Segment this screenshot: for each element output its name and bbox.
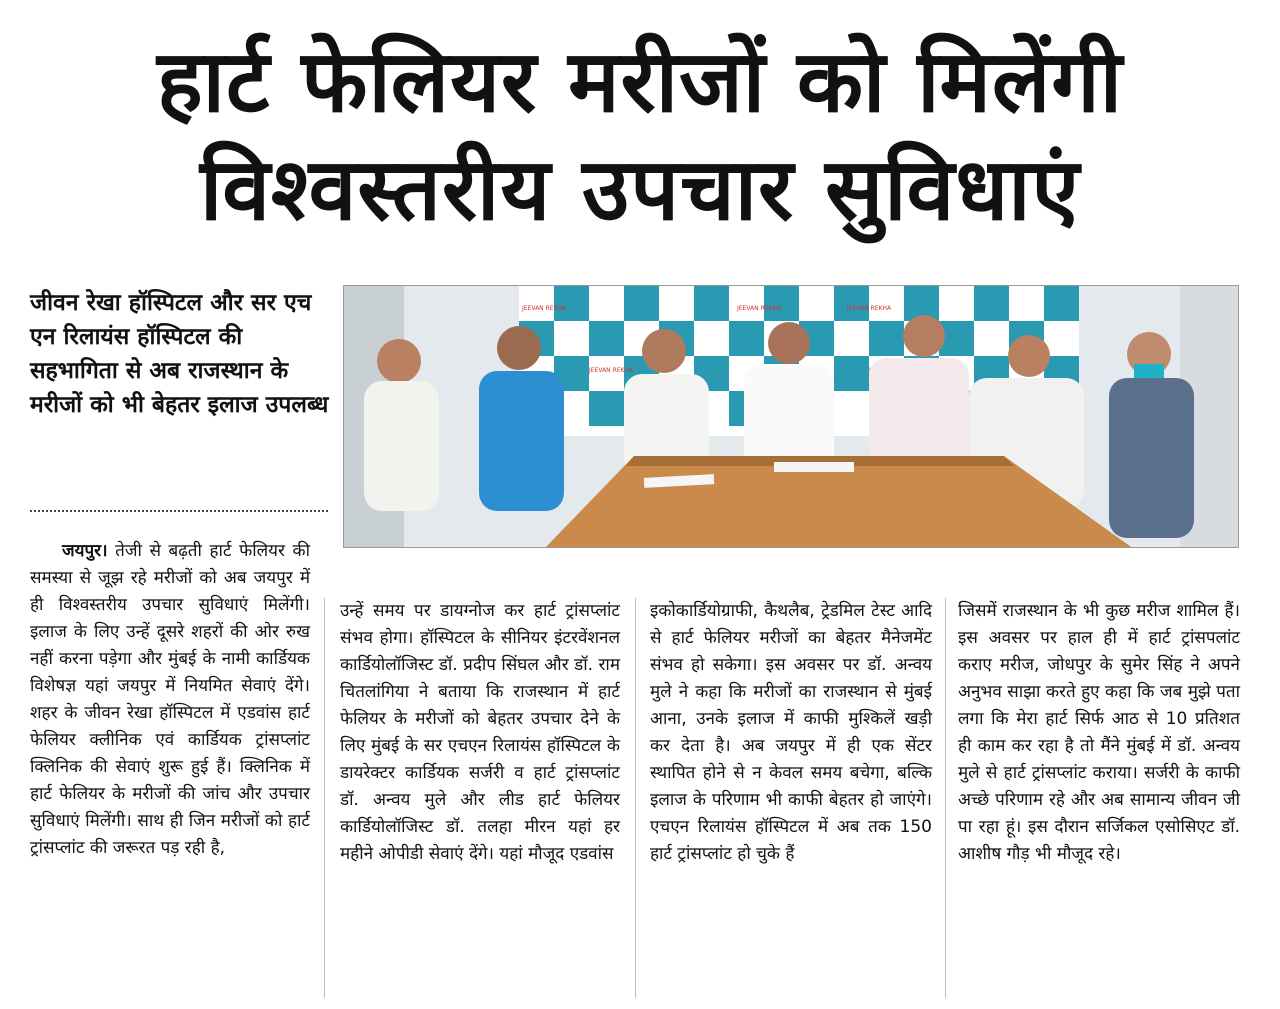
- subheadline: जीवन रेखा हॉस्पिटल और सर एच एन रिलायंस हॉस्पिटल की सहभागिता से अब राजस्थान के मरीजों को भी बेहतर इलाज उपलब्ध: [30, 290, 329, 418]
- backdrop-logo-2: JEEVAN REKHA: [737, 305, 782, 312]
- headline-line-2: विश्वस्तरीय उपचार सुविधाएं: [199, 140, 1081, 240]
- news-photo: [343, 285, 1239, 548]
- photo-illustration: [344, 286, 1239, 548]
- article-column-2: उन्हें समय पर डायग्नोज कर हार्ट ट्रांसप्लांट संभव होगा। हॉस्पिटल के सीनियर इंटरवेंशनल कार्डियोलॉजिस्ट डॉ. प्रदीप सिंघल और डॉ. राम चितलांगिया ने बताया कि राजस्थान में हार्ट फेलियर के मरीजों को बेहतर उपचार देने के लिए मुंबई के सर एचएन रिलायंस हॉस्पिटल के डायरेक्टर कार्डियक सर्जरी व हार्ट ट्रांसप्लांट डॉ. अन्वय मुले और लीड हार्ट फेलियर कार्डियोलॉजिस्ट डॉ. तलहा मीरन यहां हर महीने ओपीडी सेवाएं देंगे। यहां मौजूद एडवांस: [340, 601, 620, 864]
- column-divider: [324, 598, 325, 998]
- article-column-3: इकोकार्डियोग्राफी, कैथलैब, ट्रेडमिल टेस्ट आदि से हार्ट फेलियर मरीजों का बेहतर मैनेजमेंट संभव हो सकेगा। इस अवसर पर डॉ. अन्वय मुले ने कहा कि मरीजों का राजस्थान से मुंबई आना, उनके इलाज में काफी मुश्किलें खड़ी कर देता है। अब जयपुर में ही एक सेंटर स्थापित होने से न केवल समय बचेगा, बल्कि इलाज के परिणाम भी काफी बेहतर हो जाएंगे। एचएन रिलायंस हॉस्पिटल में अब तक 150 हार्ट ट्रांसप्लांट हो चुके हैं: [650, 601, 932, 864]
- column-divider: [635, 598, 636, 998]
- backdrop-logo-3: JEEVAN REKHA: [847, 305, 892, 312]
- headline-line-1: हार्ट फेलियर मरीजों को मिलेंगी: [157, 32, 1123, 132]
- article-column-1-text: तेजी से बढ़ती हार्ट फेलियर की समस्या से जूझ रहे मरीजों को अब जयपुर में ही विश्वस्तरीय उपचार सुविधाएं मिलेंगी। इलाज के लिए उन्हें दूसरे शहरों की ओर रुख नहीं करना पड़ेगा और मुंबई के नामी कार्डियक विशेषज्ञ यहां जयपुर में नियमित सेवाएं देंगे। शहर के जीवन रेखा हॉस्पिटल में एडवांस हार्ट फेलियर क्लीनिक एवं कार्डियक ट्रांसप्लांट क्लिनिक की सेवाएं शुरू हुई हैं। क्लिनिक में हार्ट फेलियर के मरीजों की जांच और उपचार सुविधाएं मिलेंगी। साथ ही जिन मरीजों को हार्ट ट्रांसप्लांट की जरूरत पड़ रही है,: [30, 541, 310, 858]
- backdrop-logo-1: JEEVAN REKHA: [522, 305, 567, 312]
- headline: [0, 28, 1280, 244]
- backdrop-logo-4: JEEVAN REKHA: [589, 367, 634, 374]
- dateline: जयपुर।: [62, 541, 108, 561]
- column-divider: [945, 598, 946, 998]
- article-column-1: [30, 538, 310, 862]
- article-column-4: जिसमें राजस्थान के भी कुछ मरीज शामिल हैं। इस अवसर पर हाल ही में हार्ट ट्रांसपलांट कराए मरीज, जोधपुर के सुमेर सिंह ने अपने अनुभव साझा करते हुए कहा कि जब मुझे पता लगा कि मेरा हार्ट सिर्फ आठ से 10 प्रतिशत ही काम कर रहा है तो मैंने मुंबई में डॉ. अन्वय मुले से हार्ट ट्रांसप्लांट कराया। सर्जरी के काफी अच्छे परिणाम रहे और अब सामान्य जीवन जी पा रहा हूं। इस दौरान सर्जिकल एसोसिएट डॉ. आशीष गौड़ भी मौजूद रहे।: [958, 601, 1240, 864]
- dotted-divider: [30, 510, 328, 512]
